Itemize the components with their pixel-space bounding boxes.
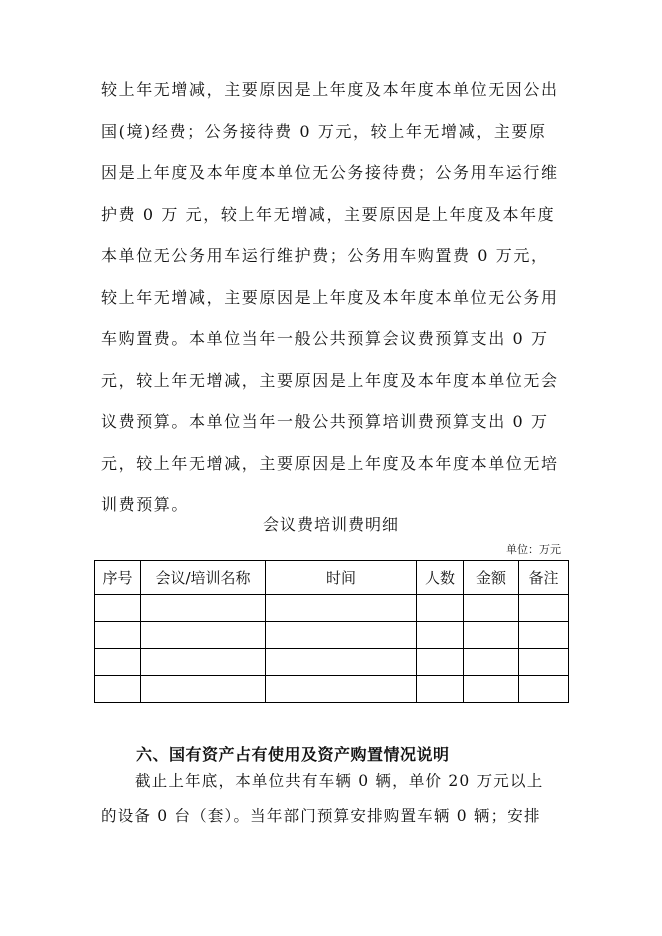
table-cell <box>95 595 141 622</box>
table-cell <box>464 622 519 649</box>
paragraph-line: 较上年无增减，主要原因是上年度及本年度本单位无因公出 <box>101 80 559 99</box>
table-cell <box>417 595 464 622</box>
table-cell <box>464 595 519 622</box>
table-cell <box>519 622 569 649</box>
paragraph-line: 较上年无增减，主要原因是上年度及本年度本单位无公务用 <box>101 287 559 307</box>
table-cell <box>266 622 417 649</box>
column-header-time: 时间 <box>266 561 417 595</box>
paragraph-line: 国(境)经费；公务接待费 0 万元，较上年无增减，主要原 <box>101 121 547 141</box>
table-caption: 会议费培训费明细 <box>262 515 399 534</box>
table-cell <box>519 595 569 622</box>
column-header-amount: 金额 <box>464 561 519 595</box>
table-cell <box>417 676 464 703</box>
table-cell <box>266 649 417 676</box>
column-header-name: 会议/培训名称 <box>141 561 266 595</box>
table-cell <box>95 676 141 703</box>
table-cell <box>417 622 464 649</box>
column-header-people: 人数 <box>417 561 464 595</box>
section-heading: 六、国有资产占有使用及资产购置情况说明 <box>136 745 450 764</box>
paragraph-line: 议费预算。本单位当年一般公共预算培训费预算支出 0 万 <box>101 412 549 431</box>
table-cell <box>95 649 141 676</box>
column-header-index: 序号 <box>95 561 141 595</box>
table-cell <box>519 676 569 703</box>
paragraph-line: 元，较上年无增减，主要原因是上年度及本年度本单位无会 <box>101 370 559 390</box>
table-cell <box>141 649 266 676</box>
table-cell <box>266 676 417 703</box>
table-cell <box>417 649 464 676</box>
paragraph-line: 护费 0 万 元，较上年无增减，主要原因是上年度及本年度 <box>101 204 556 224</box>
table-row <box>95 595 569 622</box>
paragraph-line: 车购置费。本单位当年一般公共预算会议费预算支出 0 万 <box>101 329 549 348</box>
column-header-remarks: 备注 <box>519 561 569 595</box>
paragraph-line: 因是上年度及本年度本单位无公务接待费；公务用车运行维 <box>101 163 559 182</box>
table-cell <box>464 676 519 703</box>
paragraph-line: 本单位无公务用车运行维护费；公务用车购置费 0 万元， <box>101 246 549 265</box>
table-cell <box>141 676 266 703</box>
table-header-row <box>95 561 569 595</box>
table-row <box>95 649 569 676</box>
table-cell <box>141 622 266 649</box>
paragraph-line: 截止上年底，本单位共有车辆 0 辆，单价 20 万元以上 <box>135 772 544 790</box>
table-cell <box>266 595 417 622</box>
budget-explanation-paragraph <box>101 78 560 535</box>
table-row <box>95 676 569 703</box>
table-unit-label: 单位：万元 <box>506 543 561 556</box>
asset-explanation-paragraph <box>101 770 560 840</box>
table-row <box>95 622 569 649</box>
table-cell <box>464 649 519 676</box>
table-cell <box>519 649 569 676</box>
meeting-training-table <box>94 560 569 703</box>
paragraph-line: 元，较上年无增减，主要原因是上年度及本年度本单位无培 <box>101 453 559 473</box>
paragraph-line: 训费预算。 <box>101 495 190 514</box>
table-cell <box>141 595 266 622</box>
table-cell <box>95 622 141 649</box>
paragraph-line: 的设备 0 台（套）。当年部门预算安排购置车辆 0 辆；安排 <box>101 807 541 825</box>
